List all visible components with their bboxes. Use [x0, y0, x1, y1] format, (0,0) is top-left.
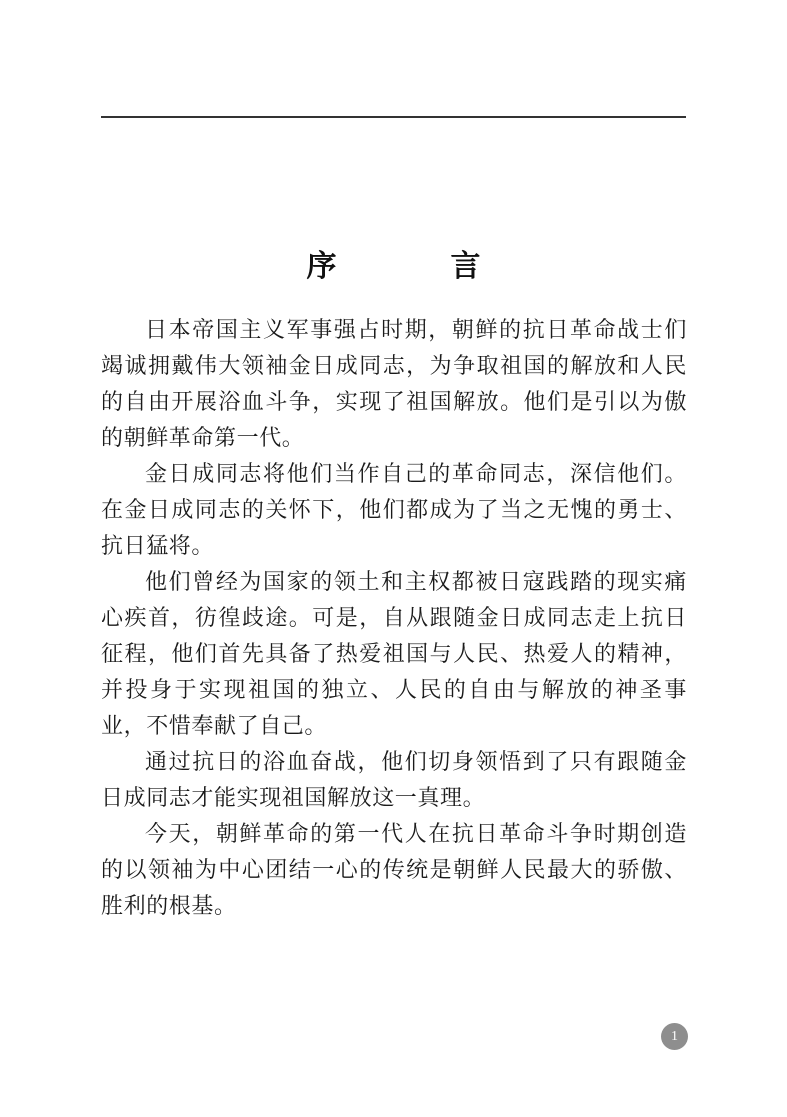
preface-body [101, 313, 687, 925]
header-rule [101, 116, 686, 118]
paragraph-2: 金日成同志将他们当作自己的革命同志，深信他们。在金日成同志的关怀下，他们都成为了当之无愧的勇士、抗日猛将。 [101, 462, 687, 559]
paragraph-1: 日本帝国主义军事强占时期，朝鲜的抗日革命战士们竭诚拥戴伟大领袖金日成同志，为争取祖国的解放和人民的自由开展浴血斗争，实现了祖国解放。他们是引以为傲的朝鲜革命第一代。 [101, 318, 687, 451]
paragraph-4: 通过抗日的浴血奋战，他们切身领悟到了只有跟随金日成同志才能实现祖国解放这一真理。 [101, 750, 687, 811]
paragraph-3: 他们曾经为国家的领土和主权都被日寇践踏的现实痛心疾首，彷徨歧途。可是，自从跟随金日成同志走上抗日征程，他们首先具备了热爱祖国与人民、热爱人的精神，并投身于实现祖国的独立、人民的自由与解放的神圣事业，不惜奉献了自己。 [101, 570, 687, 739]
paragraph-5: 今天，朝鲜革命的第一代人在抗日革命斗争时期创造的以领袖为中心团结一心的传统是朝鲜人民最大的骄傲、胜利的根基。 [101, 822, 687, 919]
page-number-badge: 1 [661, 1023, 688, 1050]
page-title: 序 言 [306, 249, 523, 285]
